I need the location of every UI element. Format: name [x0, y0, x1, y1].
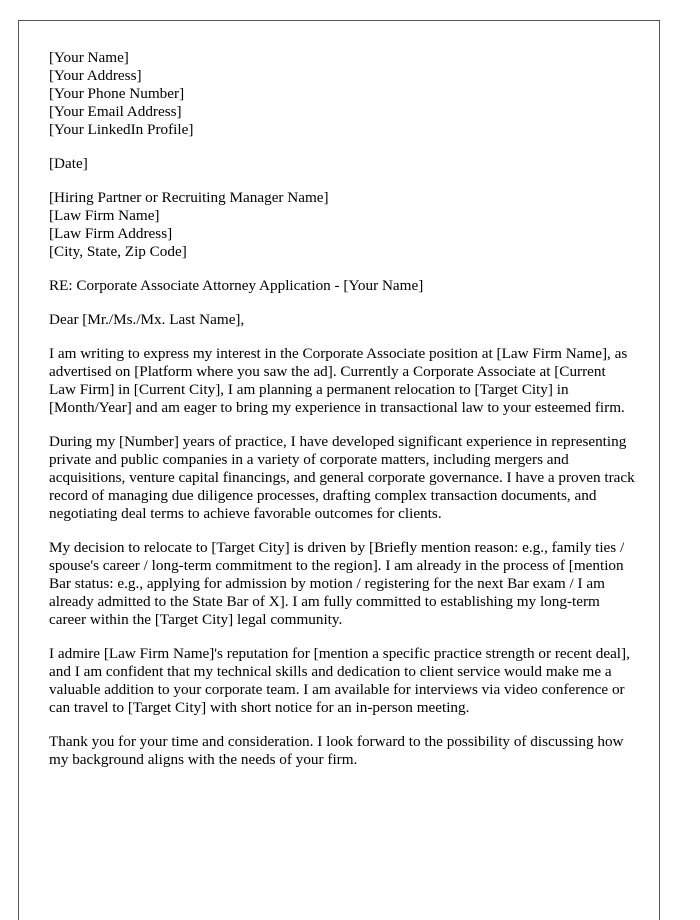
- recipient-block: [49, 189, 635, 261]
- letter-date: [Date]: [49, 155, 88, 172]
- letter-page: [18, 20, 660, 920]
- body-paragraph-2: During my [Number] years of practice, I have developed significant experience in representing private and public companies in a variety of corporate matters, including mergers and acquisitions, venture capital financings, and general corporate governance. I have a proven track record of managing due diligence processes, drafting complex transaction documents, and negotiating deal terms to achieve favorable outcomes for clients.: [49, 433, 635, 522]
- recipient-name: [Hiring Partner or Recruiting Manager Name]: [49, 189, 329, 206]
- subject-line: RE: Corporate Associate Attorney Application - [Your Name]: [49, 277, 424, 294]
- body-paragraph-5: Thank you for your time and consideration. I look forward to the possibility of discussing how my background aligns with the needs of your firm.: [49, 733, 624, 768]
- salutation: Dear [Mr./Ms./Mx. Last Name],: [49, 311, 245, 328]
- recipient-firm: [Law Firm Name]: [49, 207, 160, 224]
- letter-viewport: [19, 21, 659, 807]
- sender-address: [Your Address]: [49, 67, 142, 84]
- sender-linkedin: [Your LinkedIn Profile]: [49, 121, 194, 138]
- body-paragraph-4: I admire [Law Firm Name]'s reputation for [mention a specific practice strength or recent deal], and I am confident that my technical skills and dedication to client service would make me a valuable addition to your corporate team. I am available for interviews via video conference or can travel to [Target City] with short notice for an in-person meeting.: [49, 645, 630, 716]
- date-block: [49, 155, 635, 173]
- subject-block: [49, 277, 635, 295]
- salutation-block: [49, 311, 635, 329]
- recipient-city: [City, State, Zip Code]: [49, 243, 187, 260]
- sender-name: [Your Name]: [49, 49, 129, 66]
- body-paragraph-1: I am writing to express my interest in the Corporate Associate position at [Law Firm Name], as advertised on [Platform where you saw the ad]. Currently a Corporate Associate at [Current Law Firm] in [Current City], I am planning a permanent relocation to [Target City] in [Month/Year] and am eager to bring my experience in transactional law to your esteemed firm.: [49, 345, 628, 416]
- letter-body: [49, 49, 635, 785]
- sender-block: [49, 49, 635, 139]
- sender-phone: [Your Phone Number]: [49, 85, 185, 102]
- recipient-address: [Law Firm Address]: [49, 225, 173, 242]
- body-paragraph-3: My decision to relocate to [Target City] is driven by [Briefly mention reason: e.g., family ties / spouse's career / long-term commitment to the region]. I am already in the process of [mention Bar status: e.g., applying for admission by motion / registering for the next Bar exam / I am already admitted to the State Bar of X]. I am fully committed to establishing my long-term career within the [Target City] legal community.: [49, 539, 625, 628]
- sender-email: [Your Email Address]: [49, 103, 182, 120]
